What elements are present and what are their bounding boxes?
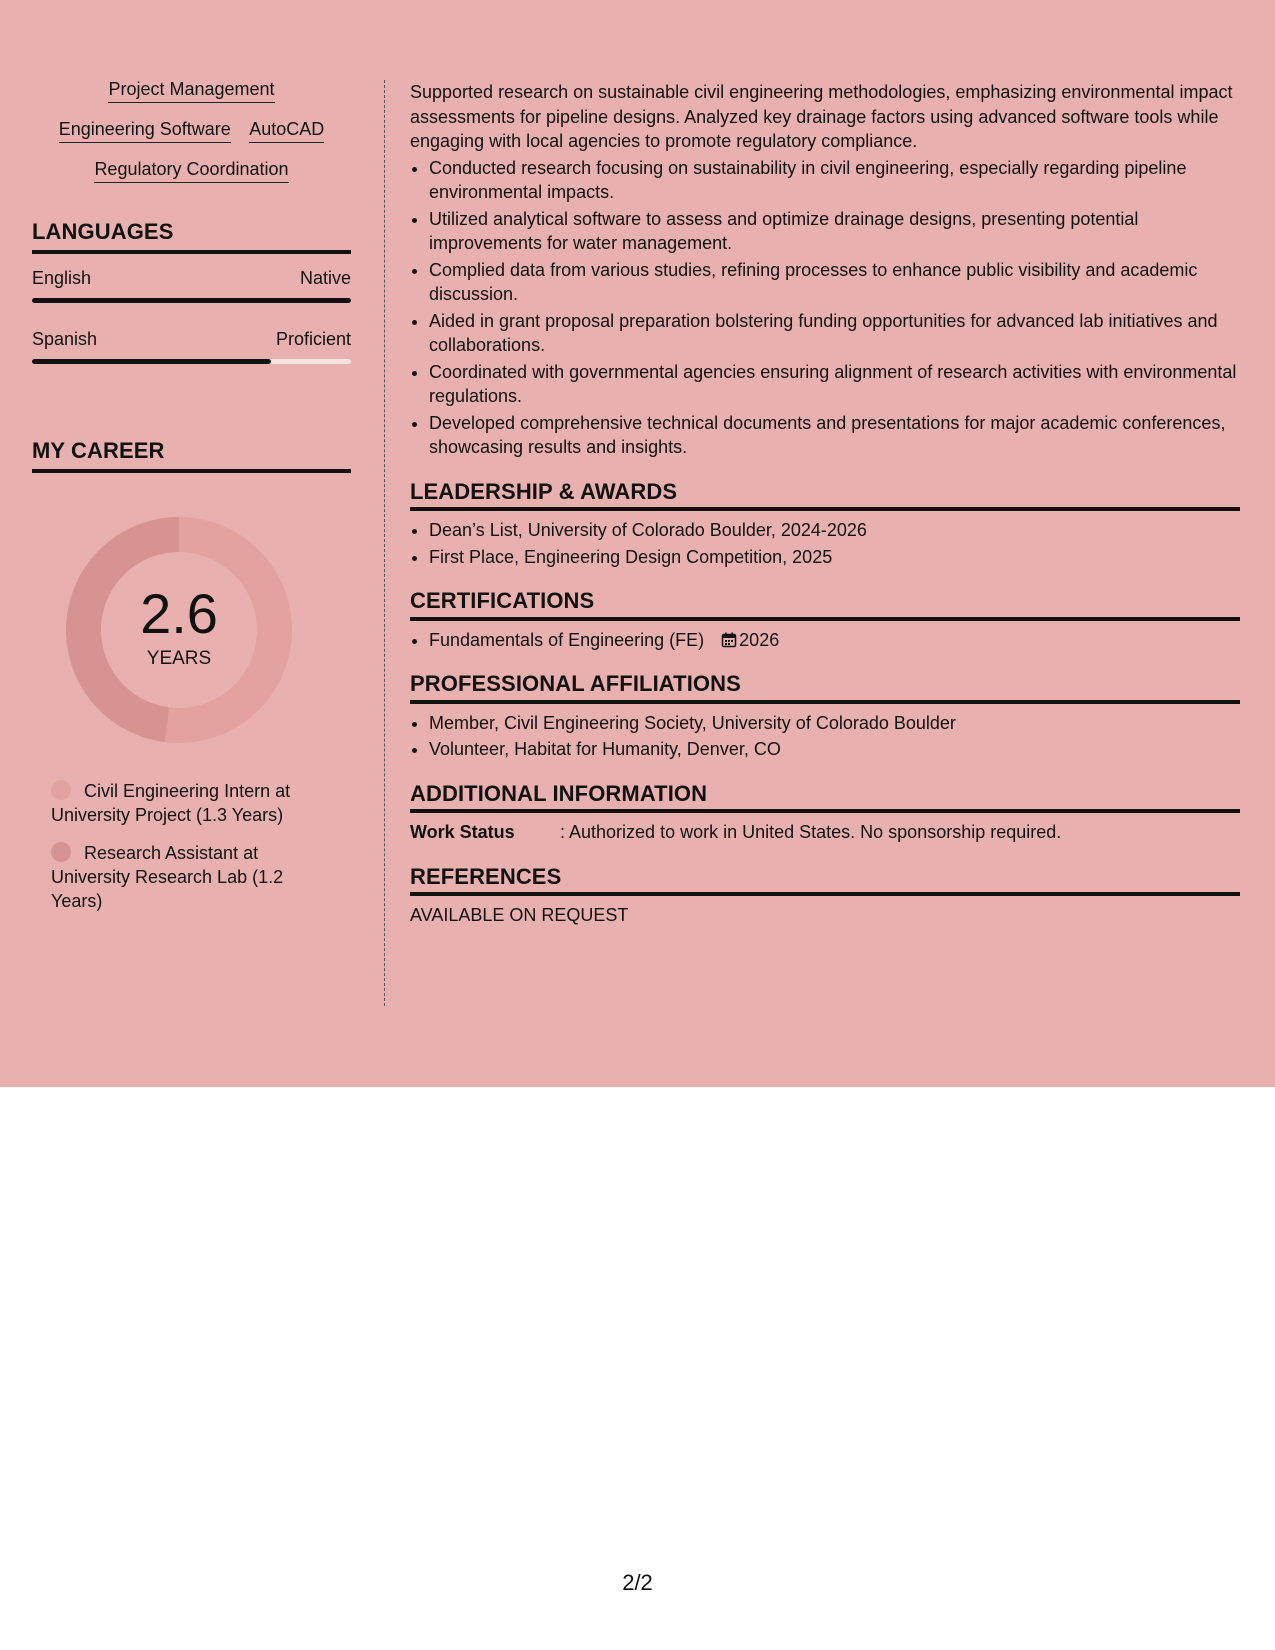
- language-item: [32, 268, 351, 303]
- references-heading: REFERENCES: [410, 865, 1240, 897]
- experience-summary: Supported research on sustainable civil engineering methodologies, emphasizing environmental impact assessments for pipeline designs. Analyzed key drainage factors using advanced software tools while engaging with local agencies to promote regulatory compliance.: [410, 82, 1233, 151]
- affiliations-section: [410, 672, 1240, 762]
- awards-section: [410, 480, 1240, 570]
- right-column: [410, 80, 1240, 928]
- column-divider: [384, 80, 385, 1006]
- language-bar-fill: [32, 359, 271, 364]
- work-status-row: [410, 820, 1240, 845]
- legend-label: Civil Engineering Intern at University Project (1.3 Years): [51, 781, 291, 825]
- page-number: 2/2: [622, 1570, 653, 1595]
- list-item: • Coordinated with governmental agencies ensuring alignment of research activities with environmental regulations.: [429, 360, 1240, 409]
- references-text: AVAILABLE ON REQUEST: [410, 905, 629, 925]
- left-column: [32, 80, 351, 927]
- legend-item: [51, 779, 331, 827]
- affiliations-heading: PROFESSIONAL AFFILIATIONS: [410, 672, 1240, 704]
- legend-dot: [51, 842, 71, 862]
- list-item: • Developed comprehensive technical documents and presentations for major academic conferences, showcasing results and insights.: [429, 411, 1240, 460]
- list-item: [429, 628, 1240, 653]
- skill-tag: AutoCAD: [249, 120, 324, 143]
- certifications-section: [410, 589, 1240, 652]
- list-item: • Complied data from various studies, refining processes to enhance public visibility and academic discussion.: [429, 258, 1240, 307]
- references-section: [410, 865, 1240, 928]
- skill-row: [32, 160, 351, 183]
- languages-heading: LANGUAGES: [32, 219, 351, 254]
- additional-info-section: [410, 782, 1240, 845]
- list-item: • Volunteer, Habitat for Humanity, Denver, CO: [429, 737, 1240, 762]
- certifications-heading: CERTIFICATIONS: [410, 589, 1240, 621]
- skills-list: [32, 80, 351, 183]
- work-status-value: : Authorized to work in United States. No sponsorship required.: [560, 822, 1062, 842]
- skill-row: [32, 120, 351, 143]
- legend-dot: [51, 780, 71, 800]
- career-years-unit: YEARS: [146, 648, 212, 669]
- experience-bullets: [410, 156, 1240, 460]
- legend-item: [51, 841, 331, 913]
- list-item: • Conducted research focusing on sustainability in civil engineering, especially regarding pipeline environmental impacts.: [429, 156, 1240, 205]
- career-total-years: 2.6: [140, 582, 218, 645]
- skill-tag: Regulatory Coordination: [94, 160, 288, 183]
- career-legend: [32, 779, 331, 913]
- work-status-label: Work Status: [410, 822, 515, 842]
- skill-tag: Project Management: [108, 80, 274, 103]
- language-item: [32, 329, 351, 364]
- list-item: • First Place, Engineering Design Competition, 2025: [429, 545, 1240, 570]
- career-donut-chart: [66, 517, 292, 743]
- language-bar: [32, 359, 351, 364]
- certification-name: Fundamentals of Engineering (FE): [429, 629, 705, 650]
- calendar-icon: [721, 632, 737, 648]
- language-name: Spanish: [32, 329, 98, 349]
- list-item: • Aided in grant proposal preparation bolstering funding opportunities for advanced lab initiatives and collaborations.: [429, 309, 1240, 358]
- language-name: English: [32, 268, 92, 288]
- list-item: • Dean’s List, University of Colorado Boulder, 2024-2026: [429, 518, 1240, 543]
- list-item: • Utilized analytical software to assess and optimize drainage designs, presenting potential improvements for water management.: [429, 207, 1240, 256]
- career-heading: MY CAREER: [32, 438, 351, 473]
- language-level: Native: [299, 268, 351, 288]
- additional-info-heading: ADDITIONAL INFORMATION: [410, 782, 1240, 814]
- language-level: Proficient: [275, 329, 351, 349]
- skill-tag: Engineering Software: [59, 120, 231, 143]
- language-bar: [32, 298, 351, 303]
- awards-heading: LEADERSHIP & AWARDS: [410, 480, 1240, 512]
- list-item: • Member, Civil Engineering Society, University of Colorado Boulder: [429, 711, 1240, 736]
- legend-label: Research Assistant at University Research Lab (1.2 Years): [51, 843, 284, 911]
- certification-year: 2026: [739, 629, 780, 650]
- skill-row: [32, 80, 351, 103]
- language-bar-fill: [32, 298, 351, 303]
